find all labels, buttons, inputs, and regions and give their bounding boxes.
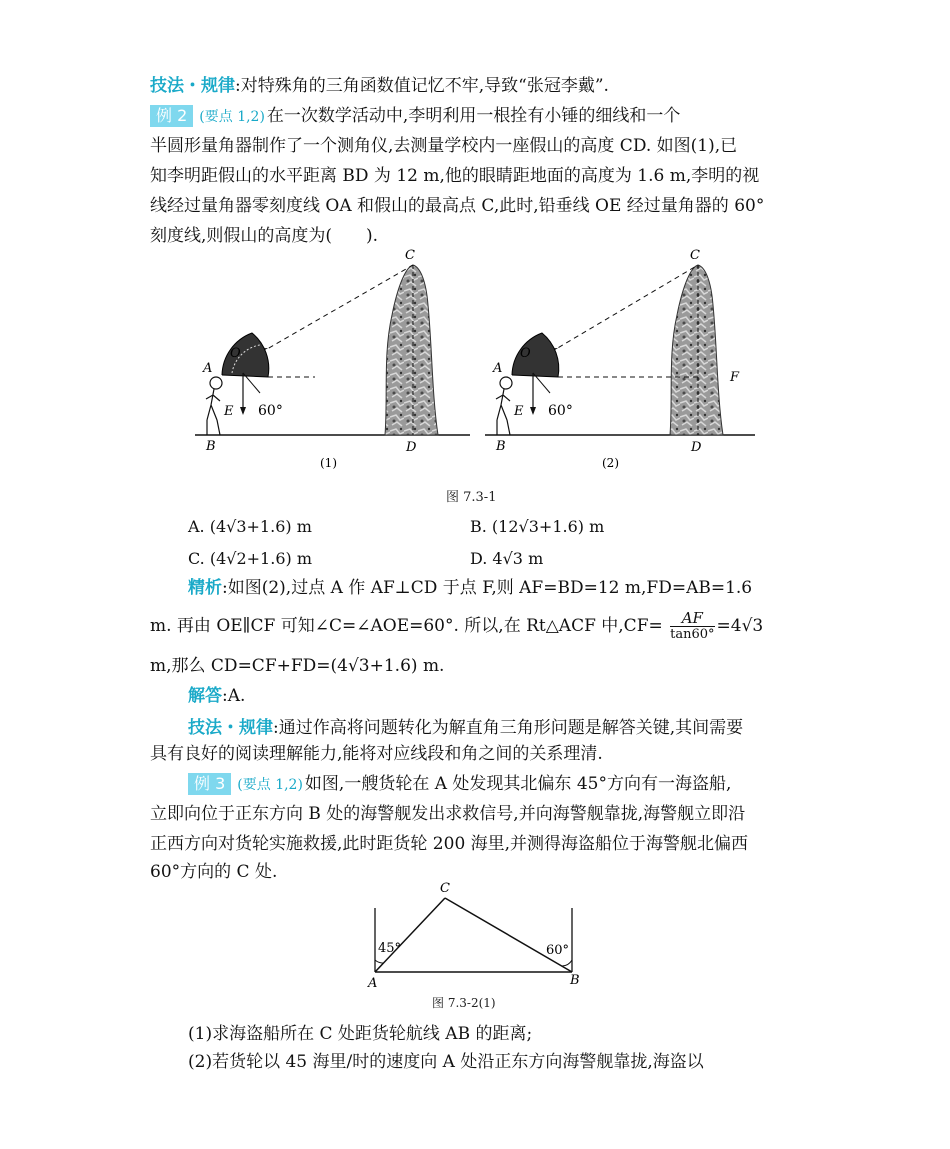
figure-caption-7-3-2-1: 图 7.3-2(1) [432,996,496,1010]
tip-text: :对特殊角的三角函数值记忆不牢,导致“张冠李戴”. [235,76,609,96]
tip-label: 技法・规律 [150,76,235,96]
fraction-af-tan60: $\frac{AF}{\tan 60^\circ}$ [670,609,715,642]
choice-d: D. 4√3 m [470,549,544,568]
tip2-label: 技法・规律 [188,718,273,738]
angle-arc-b [562,960,572,966]
label-d: D [406,440,417,455]
figure-panel-1 [195,248,470,470]
example-2-line-4: 线经过量角器零刻度线 OA 和假山的最高点 C,此时,铅垂线 OE 经过量角器的 60° [150,196,765,216]
label-e: E [514,404,524,419]
example-2-text: 在一次数学活动中,李明利用一根拴有小锤的细线和一个 [266,106,681,126]
example-3-line-1: 例 3 (要点 1,2) 如图,一艘货轮在 A 处发现其北偏东 45°方向有一海盗船, [188,770,808,799]
label-e: E [224,404,234,419]
example-2-line-1 [150,102,810,131]
label-c: C [405,248,415,263]
label-b: B [206,439,216,454]
example-3-line-3: 正西方向对货轮实施救援,此时距货轮 200 海里,并测得海盗船位于海警舰北偏西 [150,834,749,854]
label-b: B [496,439,506,454]
segment-bc [445,898,572,972]
analysis-line-2: m. 再由 OE∥CF 可知∠C=∠AOE=60°. 所以,在 Rt△ACF 中,CF= $\frac{AF}{\tan 60^\circ}$ =4√3 [150,609,764,642]
example-2-line-2: 半圆形量角器制作了一个测角仪,去测量学校内一座假山的高度 CD. 如图(1),已 [150,136,738,156]
tip-line-1 [150,72,810,100]
label-c: C [690,248,700,263]
label-o: O [230,346,241,361]
example-2-tag: 例 2 [150,105,193,127]
label-a: A [493,361,503,376]
example-3-keypoint: (要点 1,2) [237,777,303,793]
label-angle-45: 45° [378,941,402,956]
tip2-line-1: 技法・规律:通过作高将问题转化为解直角三角形问题是解答关键,其间需要 [188,718,744,738]
example-3-line-2: 立即向位于正东方向 B 处的海警舰发出求救信号,并向海警舰靠拢,海警舰立即沿 [150,804,746,824]
example-3-tag: 例 3 [188,773,231,795]
label-angle-60: 60° [546,943,570,958]
label-c: C [440,881,450,896]
example-2-line-5: 刻度线,则假山的高度为( ). [150,226,379,246]
angle-arc-a [375,960,383,963]
analysis-line-3: m,那么 CD=CF+FD=(4√3+1.6) m. [150,656,445,676]
figure-7-3-1 [180,245,780,485]
choice-a: A. (4√3+1.6) m [188,517,312,536]
label-a: A [368,976,378,991]
label-d: D [691,440,702,455]
label-angle: 60° [258,403,283,419]
example-2-line-3: 知李明距假山的水平距离 BD 为 12 m,他的眼睛距地面的高度为 1.6 m,李明的视 [150,166,760,186]
answer-line: 解答:A. [188,686,246,706]
example-2-keypoint: (要点 1,2) [199,109,265,125]
rockery-shape [670,265,723,435]
label-a: A [203,361,213,376]
question-2: (2)若货轮以 45 海里/时的速度向 A 处沿正东方向海警舰靠拢,海盗以 [188,1052,704,1072]
person-icon [210,377,222,389]
figure-7-3-2-1 [360,880,590,992]
segment-ac [375,898,445,972]
person-icon [500,377,512,389]
analysis-line-1: 精析:如图(2),过点 A 作 AF⊥CD 于点 F,则 AF=BD=12 m,FD=AB=1.6 [188,578,753,598]
figure-panel-2 [485,248,755,470]
sub-caption-2: (2) [602,456,619,470]
figure-caption-7-3-1: 图 7.3-1 [446,490,497,505]
label-b: B [570,973,580,988]
label-f: F [730,370,740,385]
sub-caption-1: (1) [320,456,337,470]
analysis-label: 精析 [188,578,222,598]
choice-c: C. (4√2+1.6) m [188,549,312,568]
rockery-shape [385,265,438,435]
label-o: O [520,346,531,361]
choice-b: B. (12√3+1.6) m [470,517,605,536]
answer-label: 解答 [188,686,222,706]
label-angle: 60° [548,403,573,419]
example-3-line-4: 60°方向的 C 处. [150,862,278,882]
tip2-line-2: 具有良好的阅读理解能力,能将对应线段和角之间的关系理清. [150,744,603,764]
question-1: (1)求海盗船所在 C 处距货轮航线 AB 的距离; [188,1024,533,1044]
